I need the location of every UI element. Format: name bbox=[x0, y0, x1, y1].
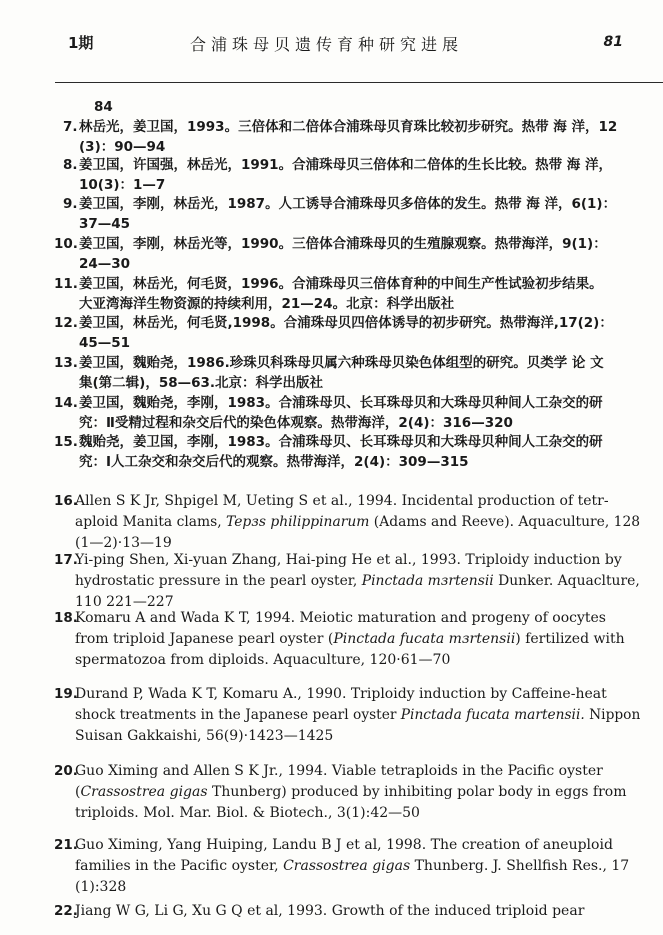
running-header bbox=[30, 30, 645, 60]
reference-text: hydrostatic pressure in the pearl oyster, bbox=[75, 573, 362, 589]
reference-line: 大亚湾海洋生物资源的持续利用，21—24。北京：科学出版社 bbox=[79, 296, 455, 312]
reference-line: 姜卫国，魏贻尧，1986.珍珠贝科珠母贝属六种珠母贝染色体组型的研究。贝类学 论 文 bbox=[79, 355, 604, 371]
reference-text: Jiang W G, Li G, Xu G Q et al, 1993. Growth of the induced triploid pear bbox=[75, 903, 585, 919]
reference-number: 16. bbox=[54, 493, 78, 509]
reference-number: 10. bbox=[54, 236, 78, 252]
reference-text: Guo Ximing and Allen S K Jr., 1994. Viable tetraploids in the Pacific oyster bbox=[75, 763, 603, 779]
reference-line bbox=[75, 878, 126, 896]
reference-line bbox=[75, 609, 606, 627]
reference-line bbox=[75, 836, 613, 854]
reference-text: (1):328 bbox=[75, 879, 127, 895]
reference-line bbox=[75, 706, 640, 724]
reference-line bbox=[75, 857, 629, 875]
reference-text: families in the Pacific oyster, bbox=[75, 858, 284, 874]
reference-line bbox=[75, 651, 450, 669]
species-name: Crassostrea gigas bbox=[283, 858, 411, 874]
reference-line bbox=[75, 513, 640, 531]
reference-line: 姜卫国，林岳光，何毛贤,1998。合浦珠母贝四倍体诱导的初步研究。热带海洋,17(2)： bbox=[79, 315, 613, 331]
reference-text: Allen S K Jr, Shpigel M, Ueting S et al., 1994. Incidental production of tetr- bbox=[75, 493, 609, 509]
reference-number: 7. bbox=[63, 119, 78, 135]
reference-line: 姜卫国，魏贻尧，李刚，1983。合浦珠母贝、长耳珠母贝和大珠母贝种间人工杂交的研 bbox=[79, 395, 603, 411]
species-name: Pinctada fucata mзrtensii bbox=[333, 631, 516, 647]
reference-line: 究：Ⅱ受精过程和杂交后代的染色体观察。热带海洋，2(4)：316—320 bbox=[79, 415, 513, 431]
reference-line bbox=[75, 685, 607, 703]
continuation-text: 84 bbox=[94, 99, 113, 115]
header-rule bbox=[55, 82, 663, 83]
reference-line: 37—45 bbox=[79, 216, 131, 232]
reference-text: aploid Manita clams, bbox=[75, 514, 227, 530]
reference-number: 12. bbox=[54, 315, 78, 331]
reference-text: Nippon bbox=[584, 707, 641, 723]
reference-line: 10(3)：1—7 bbox=[79, 177, 166, 193]
reference-text: Yi-ping Shen, Xi-yuan Zhang, Hai-ping He et al., 1993. Triploidy induction by bbox=[75, 552, 622, 568]
reference-text: Durand P, Wada K T, Komaru A., 1990. Triploidy induction by Caffeine-heat bbox=[75, 686, 607, 702]
reference-number: 8. bbox=[63, 157, 78, 173]
reference-text: Thunberg. J. Shellfish Res., 17 bbox=[410, 858, 630, 874]
reference-text: Guo Ximing, Yang Huiping, Landu B J et al, 1998. The creation of aneuploid bbox=[75, 837, 613, 853]
species-name: Pinctada mзrtensii bbox=[361, 573, 494, 589]
reference-line bbox=[75, 783, 627, 801]
reference-line bbox=[75, 804, 420, 822]
reference-line bbox=[75, 534, 172, 552]
reference-number: 14. bbox=[54, 395, 78, 411]
reference-line: (3)：90—94 bbox=[79, 139, 166, 155]
reference-line bbox=[75, 492, 609, 510]
reference-text: (1—2)·13—19 bbox=[75, 535, 172, 551]
reference-number: 18. bbox=[54, 610, 78, 626]
reference-line: 魏贻尧，姜卫国，李刚，1983。合浦珠母贝、长耳珠母贝和大珠母贝种间人工杂交的研 bbox=[79, 434, 603, 450]
reference-text: Dunker. Aquaclture, bbox=[493, 573, 640, 589]
reference-text: from triploid Japanese pearl oyster ( bbox=[75, 631, 334, 647]
reference-number: 11. bbox=[54, 276, 78, 292]
reference-text: spermatozoa from diploids. Aquaculture, 120·61—70 bbox=[75, 652, 451, 668]
running-title: 合浦珠母贝遗传育种研究进展 bbox=[190, 35, 464, 54]
reference-line bbox=[75, 727, 333, 745]
reference-text: ( bbox=[75, 784, 81, 800]
page-number: 81 bbox=[603, 34, 623, 50]
reference-text: ) fertilized with bbox=[515, 631, 625, 647]
reference-line bbox=[75, 551, 622, 569]
reference-line: 姜卫国，许国强，林岳光，1991。合浦珠母贝三倍体和二倍体的生长比较。热带 海 洋， bbox=[79, 157, 612, 173]
reference-text: Thunberg) produced by inhibiting polar body in eggs from bbox=[207, 784, 627, 800]
reference-line: 姜卫国，林岳光，何毛贤，1996。合浦珠母贝三倍体育种的中间生产性试验初步结果。 bbox=[79, 276, 603, 292]
reference-line bbox=[75, 572, 640, 590]
reference-number: 15. bbox=[54, 434, 78, 450]
reference-number: 19. bbox=[54, 686, 78, 702]
reference-number: 21. bbox=[54, 837, 78, 853]
reference-line: 林岳光，姜卫国，1993。三倍体和二倍体合浦珠母贝育珠比较初步研究。热带 海 洋，12 bbox=[79, 119, 618, 135]
reference-line: 究：Ⅰ人工杂交和杂交后代的观察。热带海洋，2(4)：309—315 bbox=[79, 454, 469, 470]
reference-line bbox=[75, 630, 625, 648]
reference-line: 集(第二辑)，58—63.北京：科学出版社 bbox=[79, 375, 324, 391]
reference-line: 姜卫国，李刚，林岳光，1987。人工诱导合浦珠母贝多倍体的发生。热带 海 洋，6(1)： bbox=[79, 196, 617, 212]
reference-line: 姜卫国，李刚，林岳光等，1990。三倍体合浦珠母贝的生殖腺观察。热带海洋，9(1)： bbox=[79, 236, 607, 252]
reference-text: Komaru A and Wada K T, 1994. Meiotic maturation and progeny of oocytes bbox=[75, 610, 606, 626]
reference-text: (Adams and Reeve). Aquaculture, 128 bbox=[369, 514, 641, 530]
species-name: Pinctada fucata martensii. bbox=[400, 707, 585, 723]
reference-line bbox=[75, 902, 584, 920]
reference-number: 13. bbox=[54, 355, 78, 371]
reference-text: triploids. Mol. Mar. Biol. & Biotech., 3(1):42—50 bbox=[75, 805, 420, 821]
reference-text: shock treatments in the Japanese pearl oyster bbox=[75, 707, 401, 723]
reference-number: 22. bbox=[54, 903, 78, 919]
reference-text: 110 221—227 bbox=[75, 594, 174, 610]
reference-line bbox=[75, 762, 603, 780]
reference-line: 45—51 bbox=[79, 335, 131, 351]
reference-line: 24—30 bbox=[79, 256, 131, 272]
reference-number: 9. bbox=[63, 196, 78, 212]
reference-text: Suisan Gakkaishi, 56(9)·1423—1425 bbox=[75, 728, 334, 744]
species-name: Crassostrea gigas bbox=[80, 784, 208, 800]
species-name: Tepзs philippinarum bbox=[226, 514, 370, 530]
reference-number: 17. bbox=[54, 552, 78, 568]
issue-label: 1期 bbox=[68, 34, 94, 52]
reference-number: 20. bbox=[54, 763, 78, 779]
